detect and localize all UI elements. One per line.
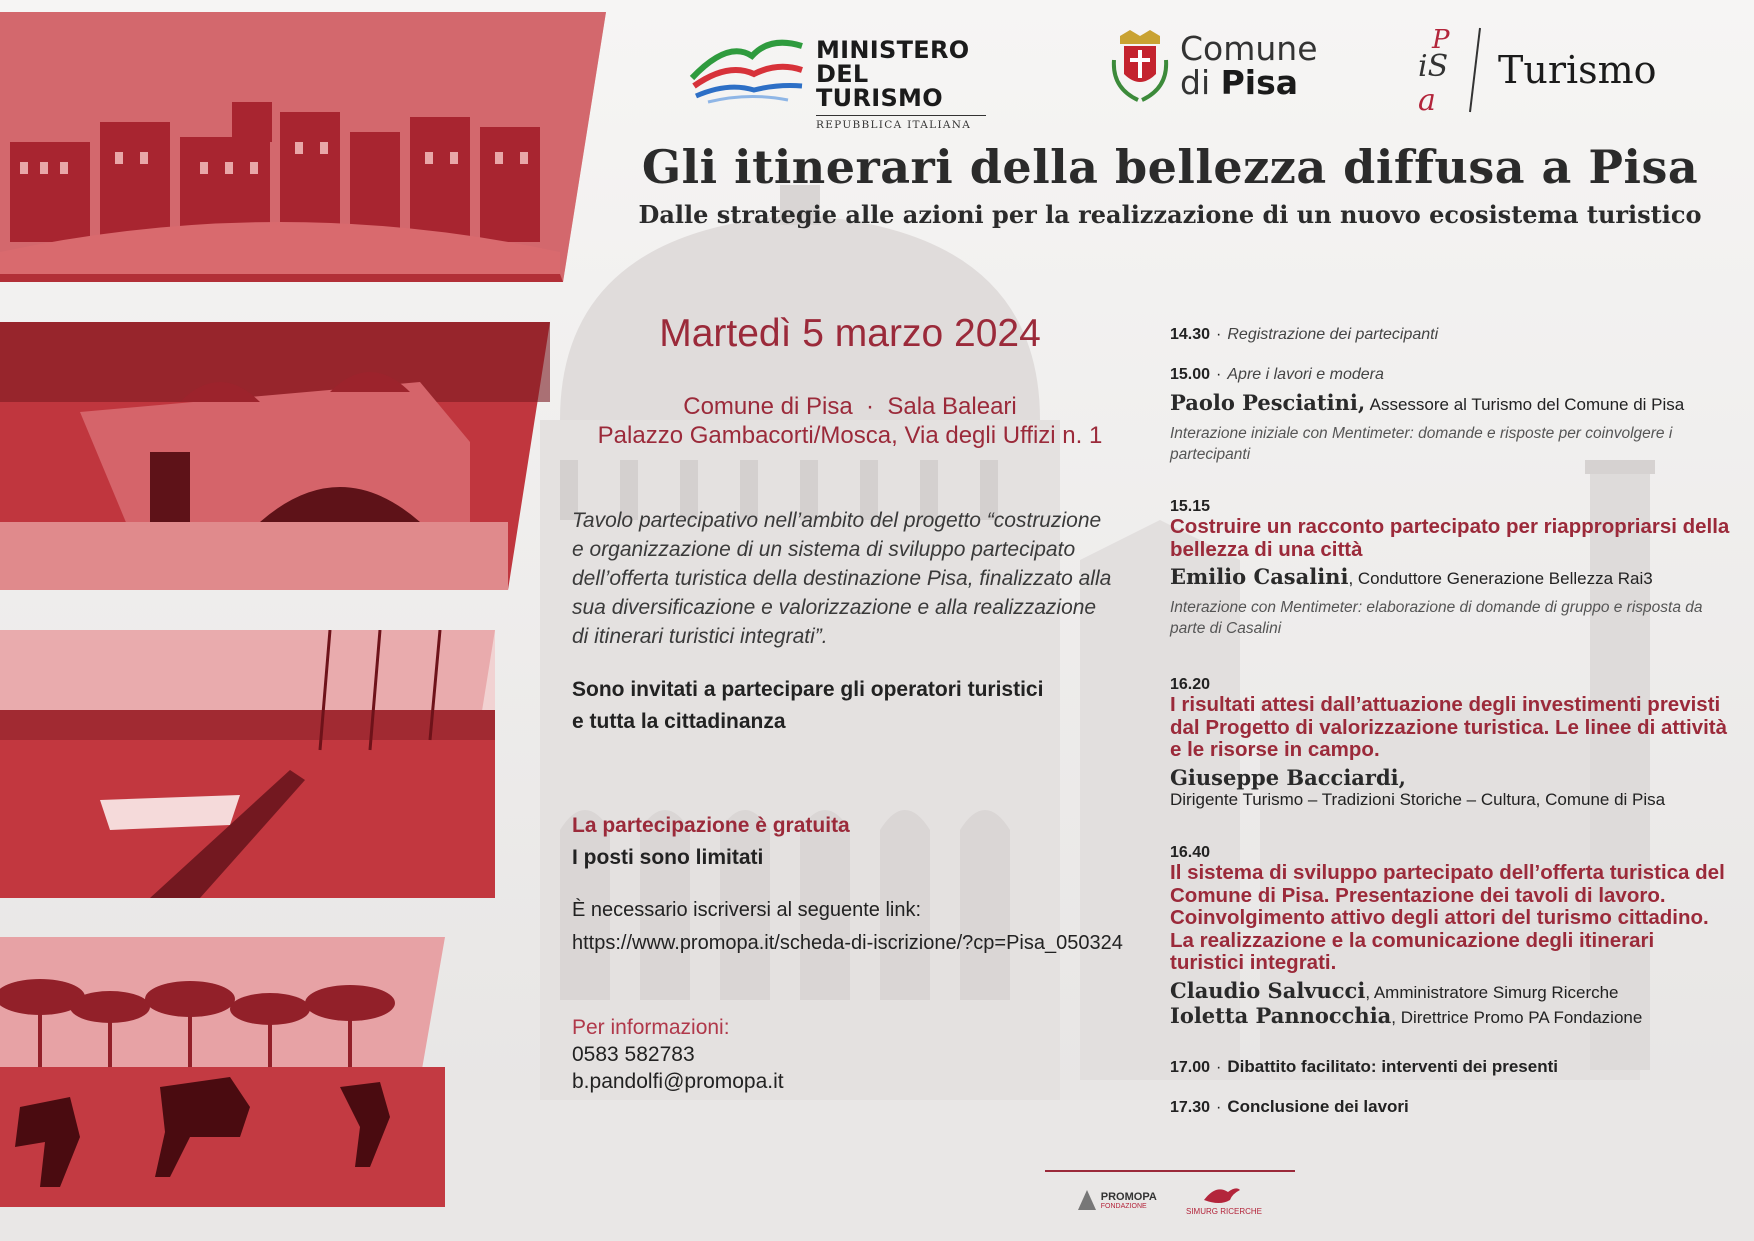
page-subtitle: Dalle strategie alle azioni per la realizzazione di un nuovo ecosistema turistico — [638, 200, 1702, 229]
photo-lungarno — [0, 12, 606, 282]
slot-time: 16.20 — [1170, 676, 1211, 693]
interaction-note: Interazione iniziale con Mentimeter: domande e risposte per coinvolgere i partecipanti — [1170, 425, 1673, 463]
isa-monogram-icon — [1412, 26, 1492, 116]
photo-horses — [0, 937, 445, 1207]
info-phone[interactable]: 0583 582783 — [572, 1043, 695, 1066]
speaker-name: Giuseppe Bacciardi, — [1170, 764, 1406, 790]
slot-time: 17.30 — [1170, 1099, 1211, 1116]
programme-slot-4 — [1170, 676, 1730, 810]
event-invite — [572, 674, 1128, 738]
event-place-line2: Palazzo Gambacorti/Mosca, Via degli Uffizi n. 1 — [597, 422, 1103, 449]
speaker-name: Paolo Pesciatini, — [1170, 390, 1366, 415]
turismo-logo — [1412, 26, 1672, 116]
photo-harbour — [0, 630, 495, 898]
comune-line2 — [1180, 63, 1318, 102]
invite-line1: Sono invitati a partecipare gli operatori turistici — [572, 678, 1044, 701]
photo-ruins — [0, 322, 550, 590]
programme-slot-6: 17.00 · Dibattito facilitato: interventi dei presenti — [1170, 1057, 1558, 1076]
turismo-word: Turismo — [1498, 48, 1657, 92]
slot-text: Apre i lavori e modera — [1227, 366, 1384, 383]
svg-text:a: a — [1418, 83, 1436, 116]
speaker-name: Ioletta Pannocchia — [1170, 1002, 1392, 1028]
slot-text: Conclusione dei lavori — [1227, 1097, 1409, 1116]
speaker-role: , Direttrice Promo PA Fondazione — [1391, 1007, 1643, 1027]
registration-text: È necessario iscriversi al seguente link: — [572, 899, 922, 921]
ministero-emblem-icon — [688, 26, 806, 110]
speaker-role: Assessore al Turismo del Comune di Pisa — [1369, 395, 1685, 414]
slot-topic: Costruire un racconto partecipato per riappropriarsi della bellezza di una città — [1170, 515, 1730, 561]
info-email[interactable]: b.pandolfi@promopa.it — [572, 1070, 784, 1093]
pisa-crest-icon — [1110, 30, 1170, 106]
registration-link[interactable]: https://www.promopa.it/scheda-di-iscrizione/?cp=Pisa_050324 — [572, 932, 1123, 954]
slot-text: Registrazione dei partecipanti — [1227, 326, 1439, 343]
comune-line1: Comune — [1180, 29, 1318, 68]
registration — [572, 894, 1172, 960]
speaker-name: Claudio Salvucci — [1170, 977, 1366, 1003]
event-date: Martedì 5 marzo 2024 — [659, 312, 1041, 355]
comune-line2-prefix: di — [1180, 63, 1221, 102]
interaction-note: Interazione con Mentimeter: elaborazione di domande di gruppo e risposta da parte di Casalini — [1170, 599, 1703, 637]
ministero-logo — [688, 26, 988, 131]
slot-time: 17.00 — [1170, 1059, 1211, 1076]
programme-slot-3 — [1170, 498, 1730, 639]
promopa-sub: FONDAZIONE — [1100, 1202, 1147, 1210]
programme-slot-7: 17.30 · Conclusione dei lavori — [1170, 1097, 1409, 1116]
simurg-bird-icon — [1202, 1184, 1242, 1206]
event-place-line1: Comune di Pisa · Sala Baleari — [683, 393, 1017, 420]
simurg-name: SIMURG RICERCHE — [1186, 1207, 1263, 1216]
promopa-logo — [1076, 1188, 1157, 1212]
event-place — [572, 392, 1128, 450]
promopa-name: PROMOPA — [1100, 1190, 1157, 1203]
simurg-logo — [1186, 1184, 1262, 1217]
svg-text:P: P — [1432, 26, 1450, 55]
page-title: Gli itinerari della bellezza diffusa a Pisa — [641, 140, 1699, 194]
slot-time: 15.15 — [1170, 498, 1211, 515]
slot-topic: Il sistema di sviluppo partecipato dell’offerta turistica del Comune di Pisa. Presentazione dei tavoli di lavoro. Coinvolgimento attivo degli attori del turismo cittadino. La realizzazione e la comunicazione degli itinerari turistici integrati. — [1170, 861, 1725, 974]
ministero-line1: MINISTERO — [816, 36, 970, 64]
comune-logo — [1110, 30, 1340, 106]
speaker-role: Dirigente Turismo – Tradizioni Storiche – Cultura, Comune di Pisa — [1170, 789, 1666, 809]
invite-line2: e tutta la cittadinanza — [572, 710, 786, 733]
svg-text:iS: iS — [1418, 49, 1449, 84]
ministero-line2: DEL TURISMO — [816, 60, 943, 112]
event-description: Tavolo partecipativo nell’ambito del progetto “costruzione e organizzazione di un sistema di sviluppo partecipato dell’offerta turistica della destinazione Pisa, finalizzato alla sua diversificazione e valorizzazione e alla realizzazione di itinerari turistici integrati”. — [572, 509, 1112, 648]
speaker-role: , Conduttore Generazione Bellezza Rai3 — [1348, 569, 1653, 588]
free-participation: La partecipazione è gratuita — [572, 814, 850, 837]
programme-slot-2: 15.00 · Apre i lavori e modera Paolo Pesciatini, Assessore al Turismo del Comune di Pisa Interazione iniziale con Mentimeter: domande e risposte per coinvolgere i partecipanti — [1170, 366, 1730, 465]
comune-line2-bold: Pisa — [1220, 63, 1299, 102]
promopa-icon — [1076, 1188, 1098, 1212]
slot-text: Dibattito facilitato: interventi dei presenti — [1227, 1057, 1558, 1076]
participation-info — [572, 810, 1128, 874]
footer-divider — [1045, 1170, 1295, 1172]
info-label: Per informazioni: — [572, 1016, 730, 1039]
speaker-name: Emilio Casalini — [1170, 564, 1349, 589]
programme-slot-5 — [1170, 844, 1730, 1028]
slot-time: 15.00 — [1170, 366, 1211, 383]
slot-topic: I risultati attesi dall’attuazione degli investimenti previsti dal Progetto di valorizzazione turistica. Le linee di attività e le risorse in campo. — [1170, 693, 1728, 761]
speaker-role: , Amministratore Simurg Ricerche — [1365, 982, 1619, 1002]
contact-info — [572, 1014, 1128, 1095]
slot-time: 14.30 — [1170, 326, 1211, 343]
ministero-sub: REPUBBLICA ITALIANA — [816, 115, 986, 131]
programme-slot-1: 14.30 · Registrazione dei partecipanti — [1170, 326, 1439, 343]
limited-seats: I posti sono limitati — [572, 846, 764, 869]
slot-time: 16.40 — [1170, 844, 1211, 861]
